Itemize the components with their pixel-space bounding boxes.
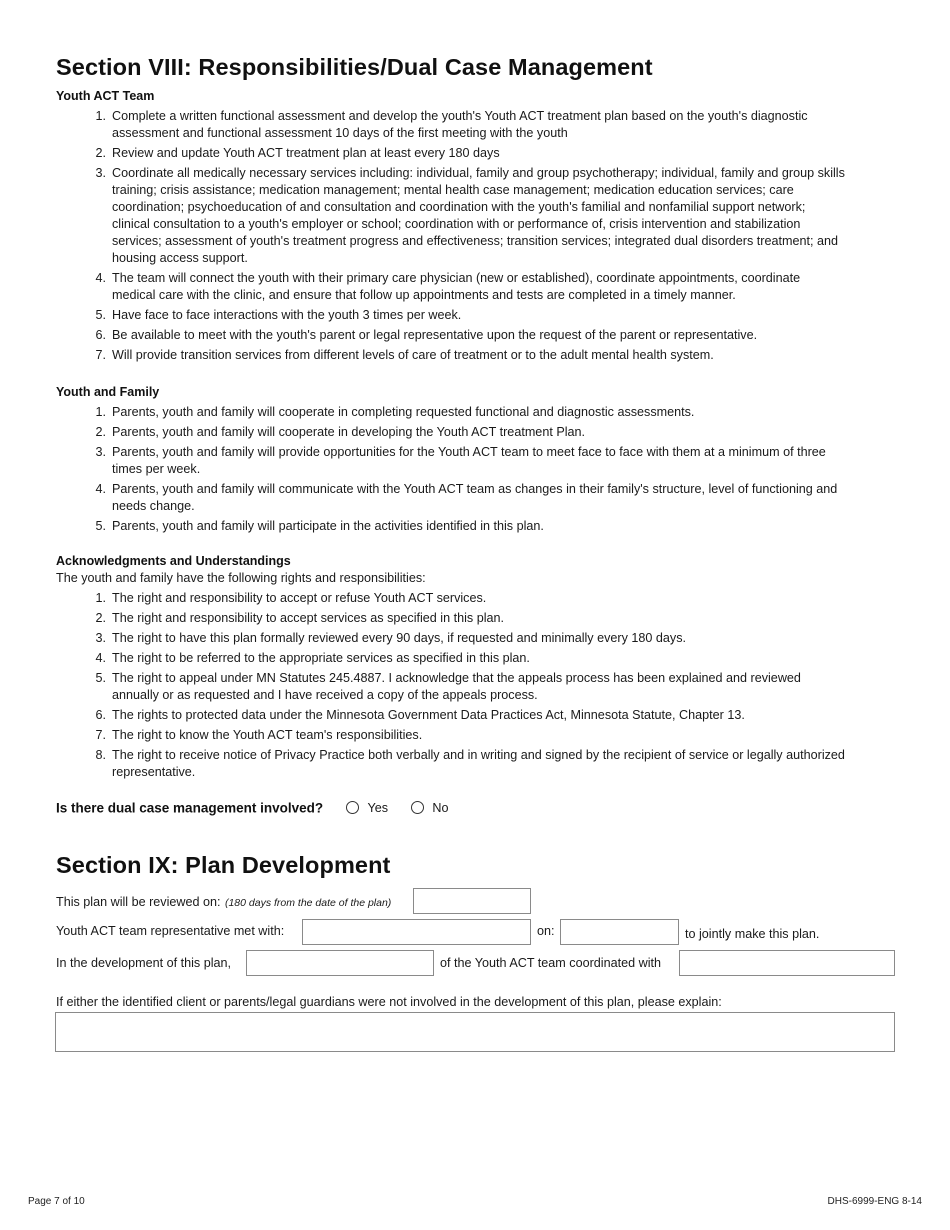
- list-item-text: Parents, youth and family will participate in the activities identified in this plan.: [112, 519, 544, 533]
- youth-act-team-heading: Youth ACT Team: [56, 89, 155, 103]
- list-item: [56, 270, 846, 304]
- list-item-number: 4.: [95, 271, 106, 285]
- list-item: [56, 650, 846, 667]
- list-item-text: The right to receive notice of Privacy Practice both verbally and in writing and signed by the recipient of service or legally authorized representative.: [112, 748, 845, 779]
- list-item-number: 5.: [95, 671, 106, 685]
- list-item-text: The rights to protected data under the Minnesota Government Data Practices Act, Minnesota Statute, Chapter 13.: [112, 708, 745, 722]
- review-date-note: (180 days from the date of the plan): [224, 897, 392, 909]
- list-item-number: 6.: [95, 328, 106, 342]
- list-item: [56, 481, 846, 515]
- list-item-number: 4.: [95, 482, 106, 496]
- list-item-number: 1.: [95, 591, 106, 605]
- list-item-number: 5.: [95, 519, 106, 533]
- list-item-number: 7.: [95, 728, 106, 742]
- acknowledgments-intro: The youth and family have the following rights and responsibilities:: [56, 571, 426, 585]
- list-item-number: 2.: [95, 146, 106, 160]
- list-item-number: 5.: [95, 308, 106, 322]
- coordinated-input[interactable]: [679, 950, 895, 976]
- section-ix-title: Section IX: Plan Development: [56, 852, 391, 878]
- list-item: [56, 307, 846, 324]
- list-item: [56, 424, 846, 441]
- list-item-number: 7.: [95, 348, 106, 362]
- youth-act-team-list: [56, 108, 846, 367]
- list-item-text: The right to be referred to the appropriate services as specified in this plan.: [112, 651, 530, 665]
- list-item: [56, 165, 846, 267]
- on-date-input[interactable]: [560, 919, 679, 945]
- list-item-text: The right and responsibility to accept services as specified in this plan.: [112, 611, 505, 625]
- review-date-label-row: [56, 893, 391, 911]
- dual-case-question: Is there dual case management involved?: [56, 800, 324, 816]
- list-item-text: Complete a written functional assessment and develop the youth's Youth ACT treatment plan based on the youth's diagnostic assessment and functional assessment 10 days of the first meeting with the youth: [112, 109, 808, 140]
- list-item: [56, 727, 846, 744]
- dual-case-no-label: No: [432, 800, 449, 815]
- dual-case-no-radio[interactable]: [411, 801, 424, 814]
- list-item-text: Be available to meet with the youth's parent or legal representative upon the request of the parent or representative.: [112, 328, 758, 342]
- footer-form-id: DHS-6999-ENG 8-14: [827, 1196, 922, 1207]
- list-item-number: 4.: [95, 651, 106, 665]
- list-item: [56, 670, 846, 704]
- list-item: [56, 444, 846, 478]
- development-input[interactable]: [246, 950, 434, 976]
- list-item: [56, 610, 846, 627]
- list-item-number: 1.: [95, 109, 106, 123]
- list-item-text: The right and responsibility to accept or refuse Youth ACT services.: [112, 591, 487, 605]
- list-item-text: Will provide transition services from different levels of care of treatment or to the adult mental health system.: [112, 348, 714, 362]
- development-label: In the development of this plan,: [56, 956, 232, 970]
- list-item-text: The right to know the Youth ACT team's responsibilities.: [112, 728, 423, 742]
- list-item: [56, 630, 846, 647]
- coordinated-label: of the Youth ACT team coordinated with: [440, 956, 662, 970]
- review-date-input[interactable]: [413, 888, 531, 914]
- list-item-number: 6.: [95, 708, 106, 722]
- list-item: [56, 707, 846, 724]
- youth-and-family-list: [56, 404, 846, 538]
- dual-case-yes-radio[interactable]: [346, 801, 359, 814]
- list-item-text: Have face to face interactions with the youth 3 times per week.: [112, 308, 462, 322]
- list-item: [56, 145, 846, 162]
- list-item: [56, 590, 846, 607]
- list-item-text: Review and update Youth ACT treatment plan at least every 180 days: [112, 146, 500, 160]
- list-item: [56, 108, 846, 142]
- list-item-text: Parents, youth and family will cooperate in developing the Youth ACT treatment Plan.: [112, 425, 586, 439]
- list-item-number: 1.: [95, 405, 106, 419]
- list-item: [56, 327, 846, 344]
- section-viii-title: Section VIII: Responsibilities/Dual Case Management: [56, 54, 653, 80]
- explain-label: If either the identified client or parents/legal guardians were not involved in the development of this plan, please explain:: [56, 995, 722, 1009]
- list-item-text: Parents, youth and family will provide opportunities for the Youth ACT team to meet face to face with them at a minimum of three times per week.: [112, 445, 826, 476]
- list-item-number: 3.: [95, 166, 106, 180]
- list-item-text: The right to have this plan formally reviewed every 90 days, if requested and minimally every 180 days.: [112, 631, 686, 645]
- representative-input[interactable]: [302, 919, 531, 945]
- list-item-number: 3.: [95, 631, 106, 645]
- dual-case-yes-label: Yes: [367, 800, 388, 815]
- jointly-label: to jointly make this plan.: [685, 927, 820, 941]
- list-item-text: The right to appeal under MN Statutes 245.4887. I acknowledge that the appeals process has been explained and reviewed annually or as requested and I have received a copy of the appeals process.: [112, 671, 801, 702]
- list-item-number: 2.: [95, 425, 106, 439]
- youth-and-family-heading: Youth and Family: [56, 385, 160, 399]
- review-date-label: This plan will be reviewed on:: [56, 895, 221, 909]
- footer-page-number: Page 7 of 10: [28, 1196, 85, 1207]
- list-item-text: Coordinate all medically necessary services including: individual, family and group psychotherapy; individual, family and group skills training; crisis assistance; medication management; mental health case management; medication education services; care coordination; psychoeducation of and consultation and coordination with the youth's familial and nonfamilial support network; clinical consultation to a youth's employer or school; coordination with or performance of, crisis intervention and stabilization services; assessment of youth's treatment progress and effectiveness; transition services; integrated dual disorders treatment; and housing access support.: [112, 166, 845, 265]
- list-item-text: The team will connect the youth with their primary care physician (new or established), coordinate appointments, coordinate medical care with the clinic, and ensure that follow up appointments and tests are completed in a timely manner.: [112, 271, 801, 302]
- dual-case-question-row: [56, 799, 448, 817]
- list-item: [56, 518, 846, 535]
- list-item-number: 3.: [95, 445, 106, 459]
- on-date-label: on:: [537, 924, 555, 938]
- list-item-text: Parents, youth and family will cooperate in completing requested functional and diagnostic assessments.: [112, 405, 695, 419]
- explain-textarea[interactable]: [55, 1012, 895, 1052]
- list-item-text: Parents, youth and family will communicate with the Youth ACT team as changes in their family's structure, level of functioning and needs change.: [112, 482, 838, 513]
- list-item: [56, 404, 846, 421]
- list-item-number: 2.: [95, 611, 106, 625]
- acknowledgments-list: [56, 590, 846, 784]
- list-item: [56, 347, 846, 364]
- list-item-number: 8.: [95, 748, 106, 762]
- acknowledgments-heading: Acknowledgments and Understandings: [56, 554, 291, 568]
- representative-label: Youth ACT team representative met with:: [56, 924, 285, 938]
- list-item: [56, 747, 846, 781]
